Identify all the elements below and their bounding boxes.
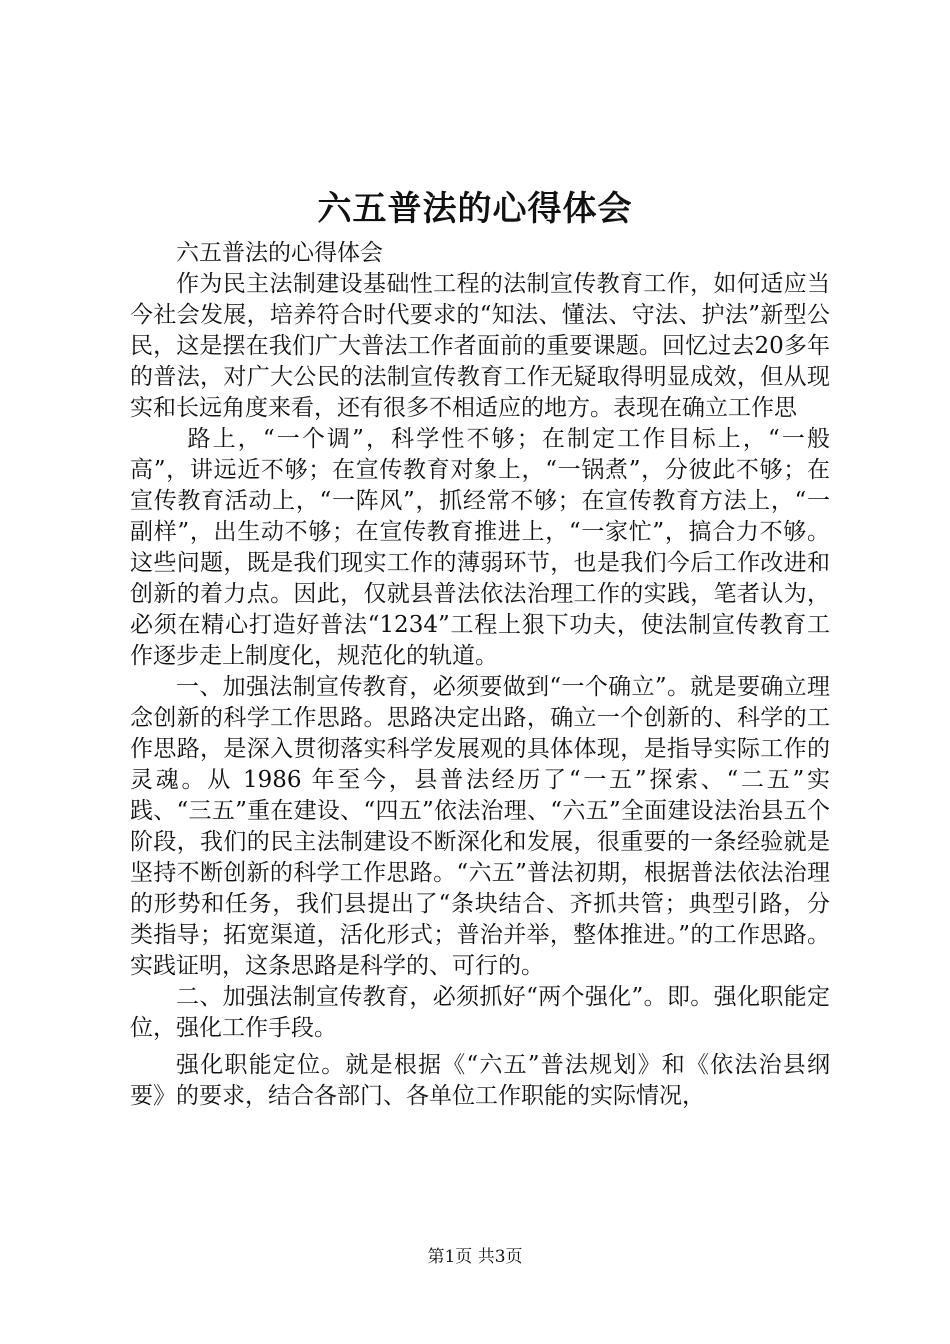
document-subtitle: 六五普法的心得体会 — [176, 240, 383, 266]
document-body — [130, 238, 830, 1112]
paragraph-5: 强化职能定位。就是根据《“六五”普法规划》和《依法治县纲要》的要求，结合各部门、各单位工作职能的实际情况， — [130, 1052, 830, 1109]
paragraph-2: 路上，“一个调”，科学性不够；在制定工作目标上，“一般高”，讲远近不够；在宣传教育对象上，“一锅煮”，分彼此不够；在宣传教育活动上，“一阵风”，抓经常不够；在宣传教育方法上，“一副样”，出生动不够；在宣传教育推进上，“一家忙”，搞合力不够。这些问题，既是我们现实工作的薄弱环节，也是我们今后工作改进和创新的着力点。因此，仅就县普法依法治理工作的实践，笔者认为，必须在精心打造好普法“1234”工程上狠下功夫，使法制宣传教育工作逐步走上制度化，规范化的轨道。 — [130, 426, 830, 669]
paragraph-3: 一、加强法制宣传教育，必须要做到“一个确立”。就是要确立理念创新的科学工作思路。思路决定出路，确立一个创新的、科学的工作思路，是深入贯彻落实科学发展观的具体体现，是指导实际工作的灵魂。从 1986 年至今，县普法经历了“一五”探索、“二五”实践、“三五”重在建设、“四五”依法治理、“六五”全面建设法治县五个阶段，我们的民主法制建设不断深化和发展，很重要的一条经验就是坚持不断创新的科学工作思路。“六五”普法初期，根据普法依法治理的形势和任务，我们县提出了“条块结合、齐抓共管；典型引路，分类指导；拓宽渠道，活化形式；普治并举，整体推进。”的工作思路。实践证明，这条思路是科学的、可行的。 — [130, 674, 830, 979]
document-title: 六五普法的心得体会 — [317, 189, 633, 229]
paragraph-4: 二、加强法制宣传教育，必须抓好“两个强化”。即。强化职能定位，强化工作手段。 — [130, 984, 830, 1041]
page-footer: 第1页 共3页 — [427, 1247, 523, 1267]
paragraph-1: 作为民主法制建设基础性工程的法制宣传教育工作，如何适应当今社会发展，培养符合时代要求的“知法、懂法、守法、护法”新型公民，这是摆在我们广大普法工作者面前的重要课题。回忆过去20多年的普法，对广大公民的法制宣传教育工作无疑取得明显成效，但从现实和长远角度来看，还有很多不相适应的地方。表现在确立工作思 — [130, 271, 830, 421]
